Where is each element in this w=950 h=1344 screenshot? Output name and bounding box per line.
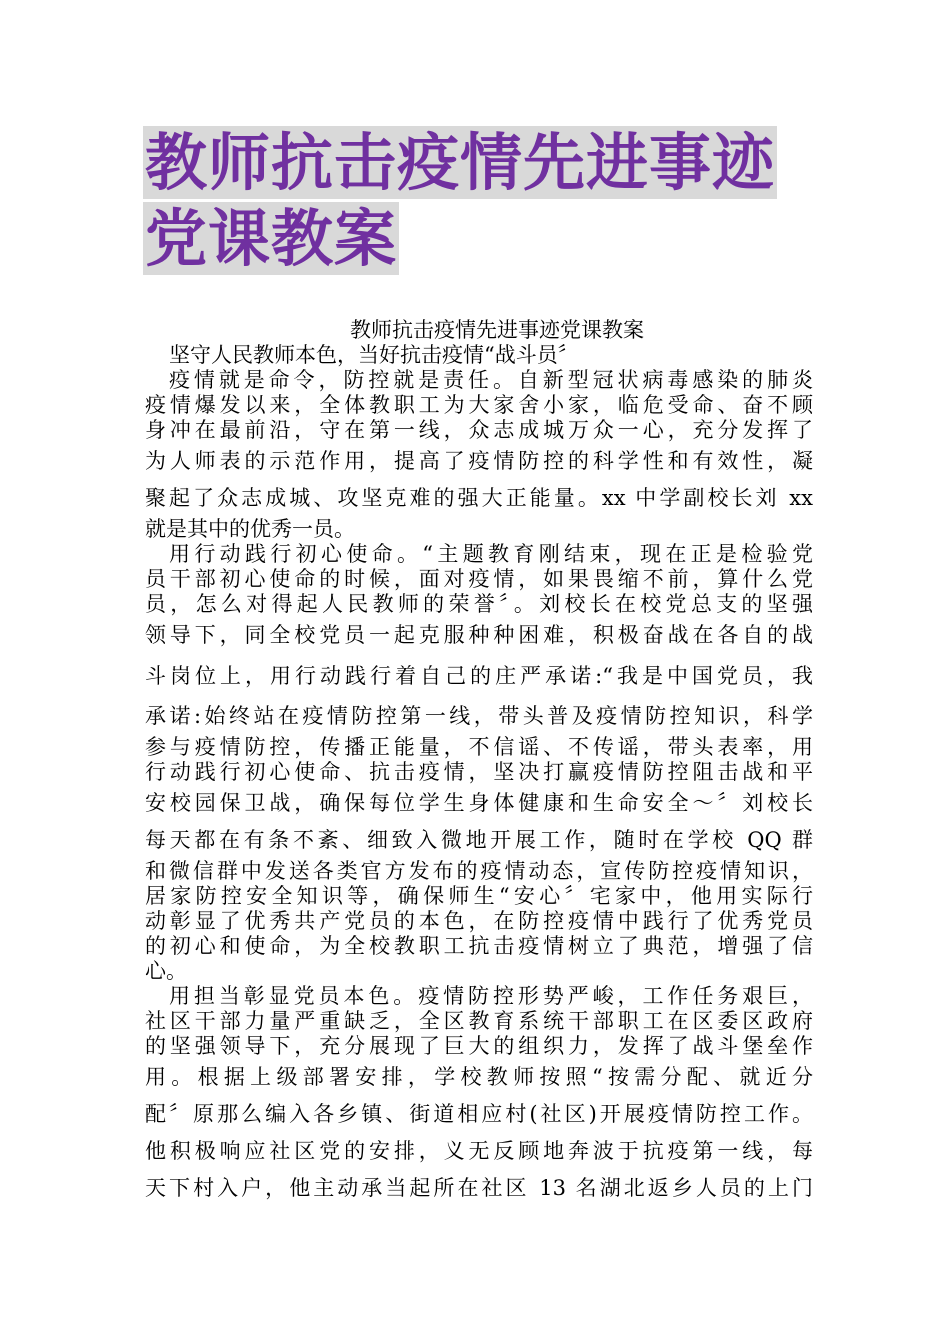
text-line: 动彰显了优秀共产党员的本色，在防控疫情中践行了优秀党员 (145, 909, 813, 933)
document-title (143, 125, 823, 277)
text-line: 他积极响应社区党的安排，义无反顾地奔波于抗疫第一线，每 (145, 1139, 813, 1163)
text-line: 为人师表的示范作用，提高了疫情防控的科学性和有效性，凝 (145, 449, 813, 473)
text-line: 用担当彰显党员本色。疫情防控形势严峻，工作任务艰巨， (169, 984, 813, 1008)
text-line: 聚起了众志成城、攻坚克难的强大正能量。xx 中学副校长刘 xx (145, 486, 813, 510)
section-heading: 坚守人民教师本色，当好抗击疫情“战斗员〞 (169, 343, 579, 367)
subtitle: 教师抗击疫情先进事迹党课教案 (350, 318, 644, 342)
text-line: 的坚强领导下，充分展现了巨大的组织力，发挥了战斗堡垒作 (145, 1034, 813, 1058)
text-line: 社区干部力量严重缺乏，全区教育系统干部职工在区委区政府 (145, 1009, 813, 1033)
text-line: 行动践行初心使命、抗击疫情，坚决打赢疫情防控阻击战和平 (145, 760, 813, 784)
text-line: 心。 (145, 959, 187, 983)
text-line: 用行动践行初心使命。“主题教育刚结束，现在正是检验党 (169, 542, 813, 566)
text-line: 用。根据上级部署安排，学校教师按照“按需分配、就近分 (145, 1065, 813, 1089)
text-line: 每天都在有条不紊、细致入微地开展工作，随时在学校 QQ 群 (145, 828, 813, 852)
text-line: 员，怎么对得起人民教师的荣誉〞。刘校长在校党总支的坚强 (145, 592, 813, 616)
text-line: 配〞原那么编入各乡镇、街道相应村(社区)开展疫情防控工作。 (145, 1102, 813, 1126)
text-line: 领导下，同全校党员一起克服种种困难，积极奋战在各自的战 (145, 623, 813, 647)
text-line: 员干部初心使命的时候，面对疫情，如果畏缩不前，算什么党 (145, 567, 813, 591)
document-title-text: 教师抗击疫情先进事迹党课教案 (145, 126, 776, 275)
text-line: 斗岗位上，用行动践行着自己的庄严承诺:“我是中国党员，我 (145, 664, 813, 688)
text-line: 安校园保卫战，确保每位学生身体健康和生命安全～〞刘校长 (145, 791, 813, 815)
text-line: 和微信群中发送各类官方发布的疫情动态，宣传防控疫情知识， (145, 859, 813, 883)
text-line: 就是其中的优秀一员。 (145, 517, 355, 541)
text-line: 参与疫情防控，传播正能量，不信谣、不传谣，带头表率，用 (145, 735, 813, 759)
text-line: 身冲在最前沿，守在第一线，众志成城万众一心，充分发挥了 (145, 418, 813, 442)
document-body (145, 318, 813, 1207)
text-line: 天下村入户，他主动承当起所在社区 13 名湖北返乡人员的上门 (145, 1176, 813, 1200)
text-line: 疫情爆发以来，全体教职工为大家舍小家，临危受命、奋不顾 (145, 393, 813, 417)
text-line: 居家防控安全知识等，确保师生“安心〞宅家中，他用实际行 (145, 884, 813, 908)
text-line: 疫情就是命令，防控就是责任。自新型冠状病毒感染的肺炎 (169, 368, 813, 392)
text-line: 的初心和使命，为全校教职工抗击疫情树立了典范，增强了信 (145, 934, 813, 958)
text-line: 承诺:始终站在疫情防控第一线，带头普及疫情防控知识，科学 (145, 704, 813, 728)
